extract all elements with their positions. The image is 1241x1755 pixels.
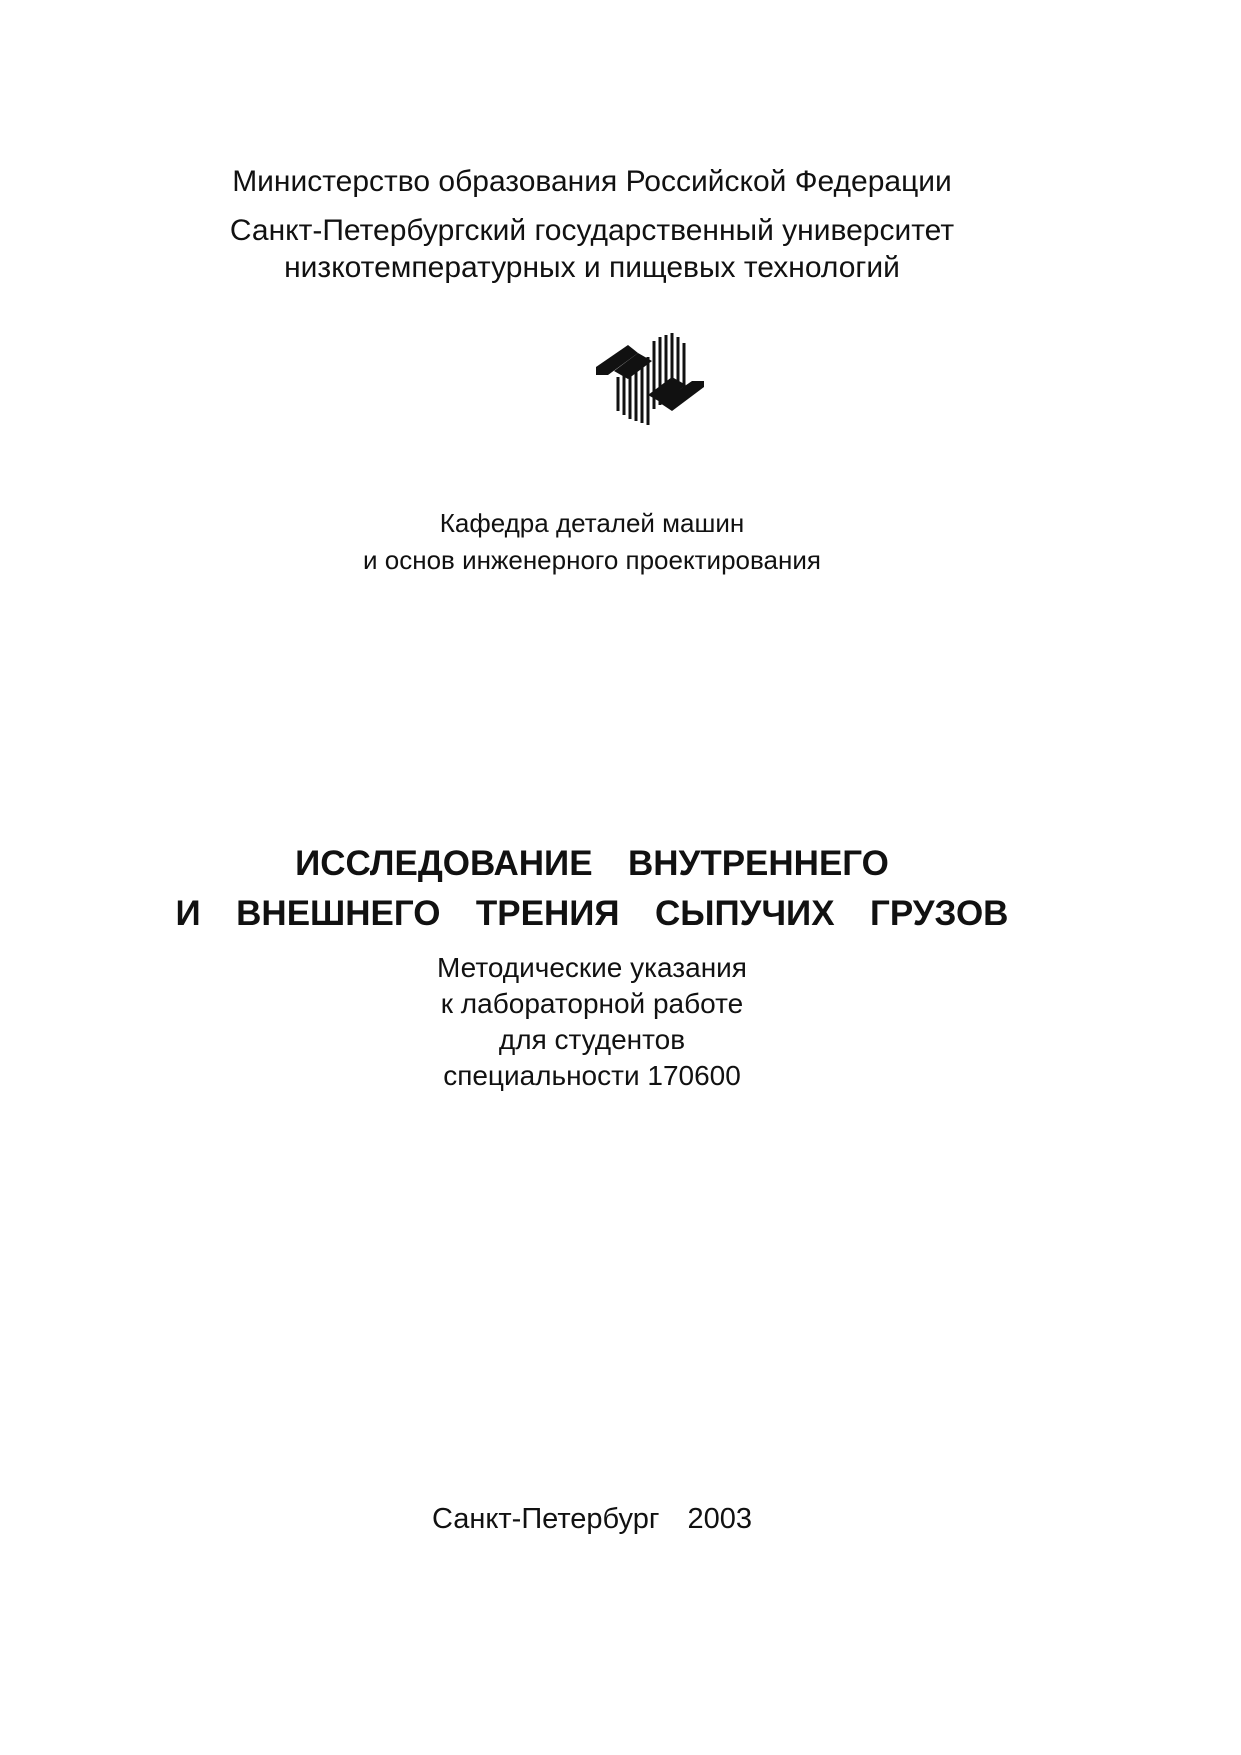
title-line-1: ИССЛЕДОВАНИЕ ВНУТРЕННЕГО	[295, 844, 889, 883]
university-name	[0, 212, 1184, 286]
department-line-1: Кафедра деталей машин	[439, 508, 745, 538]
place-and-year	[0, 1500, 1184, 1538]
document-subtitle	[0, 950, 1184, 1094]
footer-line: Санкт-Петербург 2003	[431, 1503, 753, 1535]
university-emblem-icon	[594, 331, 706, 435]
ministry-heading	[0, 163, 1184, 201]
subtitle-line-3: для студентов	[498, 1024, 686, 1055]
subtitle-line-1: Методические указания	[437, 952, 747, 983]
university-line-1: Санкт-Петербургский государственный университет	[229, 214, 955, 247]
university-line-2: низкотемпературных и пищевых технологий	[284, 251, 900, 284]
subtitle-line-2: к лабораторной работе	[440, 988, 744, 1019]
department-line-2: и основ инженерного проектирования	[363, 545, 821, 575]
ministry-line: Министерство образования Российской Федерации	[232, 165, 952, 198]
title-line-2: И ВНЕШНЕГО ТРЕНИЯ СЫПУЧИХ ГРУЗОВ	[175, 894, 1009, 933]
department-name	[0, 505, 1184, 579]
document-title	[0, 839, 1184, 939]
subtitle-line-4: специальности 170600	[443, 1060, 741, 1091]
